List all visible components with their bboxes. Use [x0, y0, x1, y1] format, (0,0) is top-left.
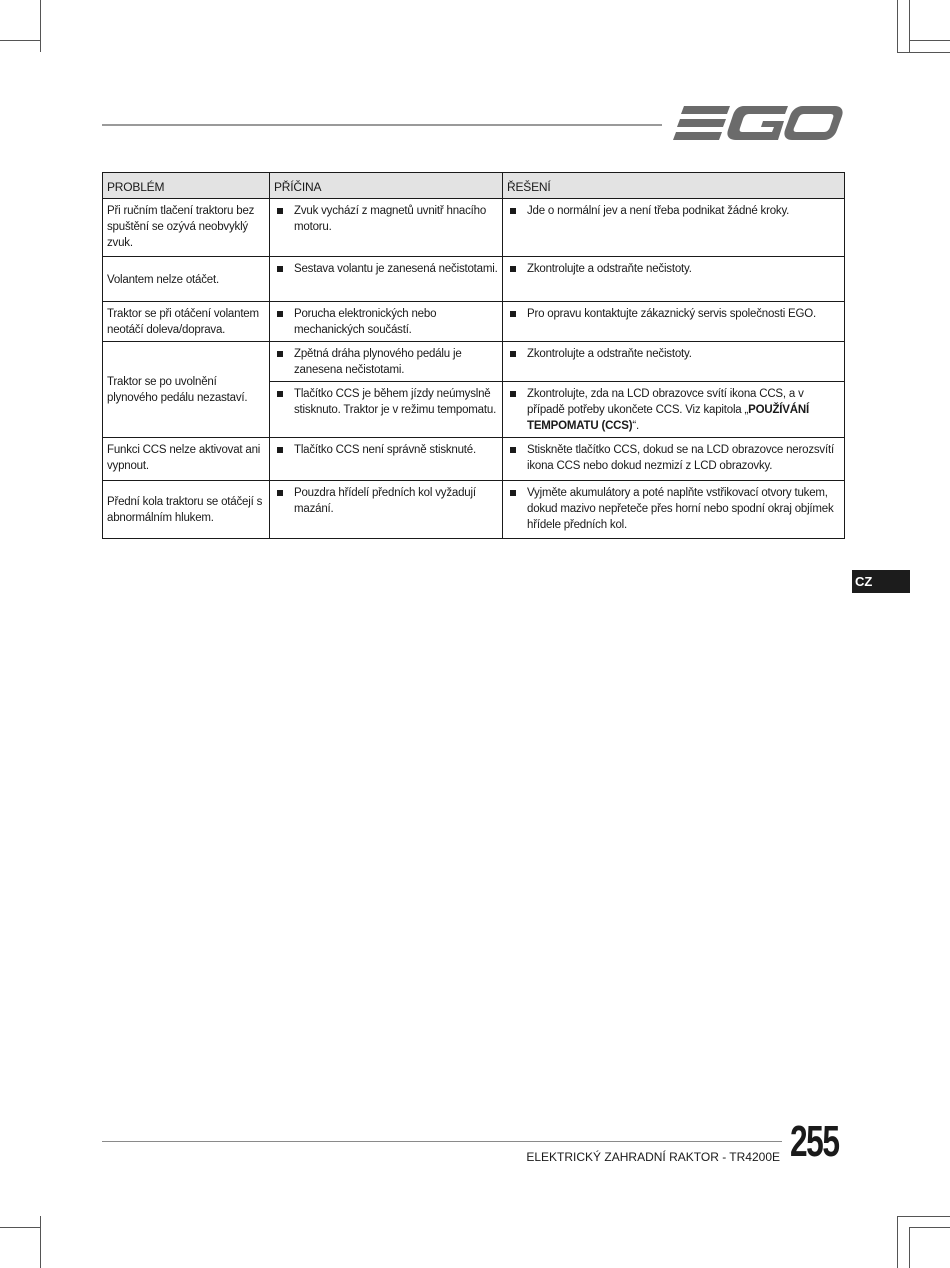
problem-cell: Přední kola traktoru se otáčejí s abnormálním hlukem.: [103, 481, 270, 539]
problem-cell: Při ručním tlačení traktoru bez spuštění se ozývá neobvyklý zvuk.: [103, 199, 270, 257]
solution-cell: [503, 438, 845, 481]
cause-text: Tlačítko CCS je během jízdy neúmyslně stisknuto. Traktor je v režimu tempomatu.: [274, 386, 498, 418]
crop-mark: [897, 1216, 898, 1268]
cause-cell: [270, 438, 503, 481]
column-header-solution: ŘEŠENÍ: [503, 173, 845, 199]
crop-mark: [40, 1216, 41, 1268]
solution-cell: [503, 199, 845, 257]
crop-mark: [897, 1216, 950, 1217]
cause-cell: [270, 342, 503, 382]
cause-cell: [270, 481, 503, 539]
cause-cell: [270, 382, 503, 438]
table-row: [103, 257, 845, 302]
chapter-reference: POUŽÍVÁNÍ TEMPOMATU (CCS): [527, 404, 809, 432]
language-tab: CZ: [852, 570, 910, 593]
table-row: [103, 342, 845, 382]
cause-text: Zvuk vychází z magnetů uvnitř hnacího motoru.: [274, 203, 498, 235]
cause-text: Tlačítko CCS není správně stisknuté.: [274, 442, 498, 458]
solution-text: Zkontrolujte a odstraňte nečistoty.: [507, 261, 840, 277]
cause-cell: [270, 257, 503, 302]
table-row: [103, 438, 845, 481]
table-header-row: [103, 173, 845, 199]
solution-text: Jde o normální jev a není třeba podnikat žádné kroky.: [507, 203, 840, 219]
crop-mark: [909, 1227, 950, 1228]
problem-cell: Volantem nelze otáčet.: [103, 257, 270, 302]
solution-text: Stiskněte tlačítko CCS, dokud se na LCD obrazovce nerozsvítí ikona CCS nebo dokud nezmizí z LCD obrazovky.: [507, 442, 840, 474]
solution-text: Zkontrolujte a odstraňte nečistoty.: [507, 346, 840, 362]
footer-rule: [102, 1141, 782, 1142]
solution-text: Vyjměte akumulátory a poté naplňte vstřikovací otvory tukem, dokud mazivo nepřeteče přes horní nebo spodní okraj objímek hřídele předních kol.: [507, 485, 840, 533]
crop-mark: [909, 0, 910, 52]
crop-mark: [909, 1227, 910, 1268]
cause-text: Pouzdra hřídelí předních kol vyžadují mazání.: [274, 485, 498, 517]
ego-logo: [672, 100, 844, 146]
solution-cell: [503, 382, 845, 438]
page-number: 255: [790, 1117, 839, 1166]
cause-cell: [270, 199, 503, 257]
crop-mark: [897, 0, 898, 52]
solution-text-tail: “.: [632, 420, 640, 432]
footer-title: ELEKTRICKÝ ZAHRADNÍ RAKTOR - TR4200E: [526, 1150, 780, 1164]
solution-text: Pro opravu kontaktujte zákaznický servis společnosti EGO.: [507, 306, 840, 322]
problem-cell: Funkci CCS nelze aktivovat ani vypnout.: [103, 438, 270, 481]
cause-text: Sestava volantu je zanesená nečistotami.: [274, 261, 498, 277]
solution-cell: [503, 481, 845, 539]
problem-cell: Traktor se po uvolnění plynového pedálu nezastaví.: [103, 342, 270, 438]
column-header-problem: PROBLÉM: [103, 173, 270, 199]
crop-mark: [0, 40, 40, 41]
solution-text: [507, 386, 840, 434]
crop-mark: [40, 0, 41, 52]
troubleshooting-table: [102, 172, 845, 539]
crop-mark: [897, 52, 950, 53]
cause-text: Porucha elektronických nebo mechanických součástí.: [274, 306, 498, 338]
header-rule: [102, 124, 662, 126]
cause-text: Zpětná dráha plynového pedálu je zanesena nečistotami.: [274, 346, 498, 378]
crop-mark: [0, 1227, 40, 1228]
solution-cell: [503, 302, 845, 342]
table-row: [103, 481, 845, 539]
solution-cell: [503, 257, 845, 302]
column-header-cause: PŘÍČINA: [270, 173, 503, 199]
table-row: [103, 302, 845, 342]
cause-cell: [270, 302, 503, 342]
problem-cell: Traktor se při otáčení volantem neotáčí doleva/doprava.: [103, 302, 270, 342]
solution-cell: [503, 342, 845, 382]
table-row: [103, 199, 845, 257]
crop-mark: [909, 40, 950, 41]
solution-text-lead: Zkontrolujte, zda na LCD obrazovce svítí ikona CCS, a v případě potřeby ukončete CCS. Viz kapitola „: [527, 388, 804, 416]
